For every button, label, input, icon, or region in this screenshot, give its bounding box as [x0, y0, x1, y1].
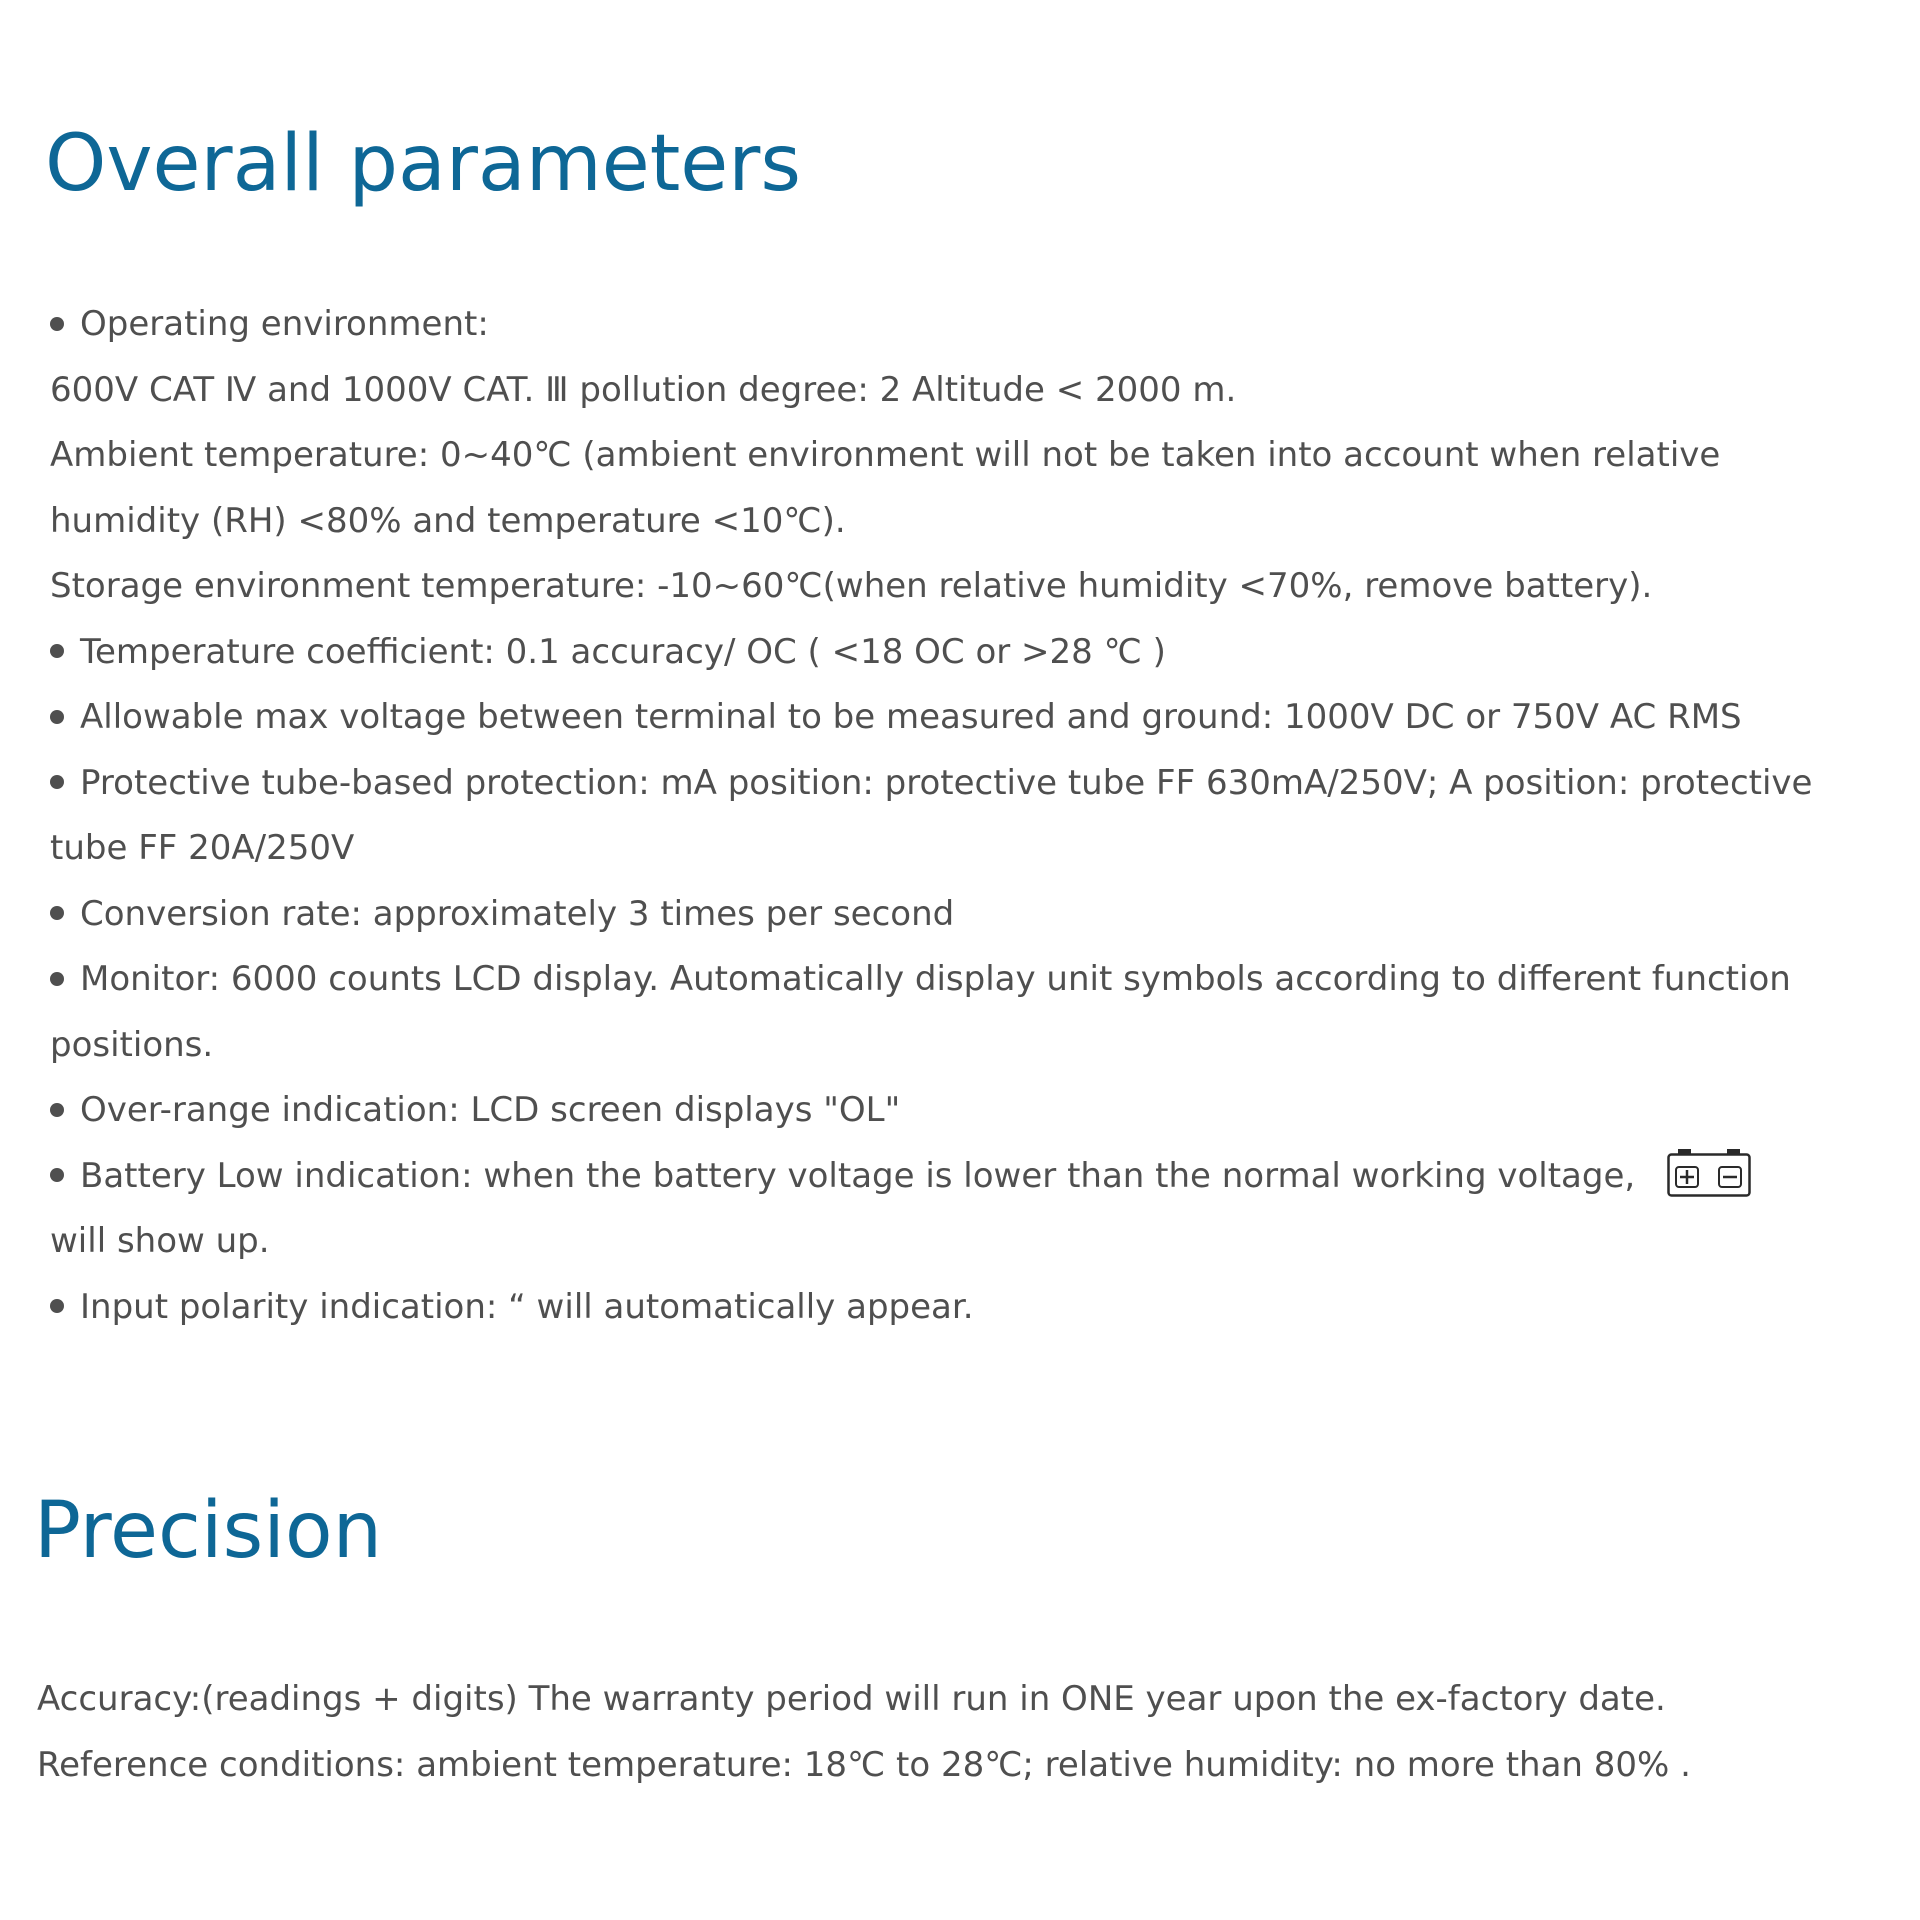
- battery-low-text-cont: will show up.: [50, 1221, 270, 1261]
- list-item-protective-tube: [50, 751, 1812, 817]
- overall-parameters-heading: Overall parameters: [45, 119, 801, 209]
- max-voltage-text: Allowable max voltage between terminal to be measured and ground: 1000V DC or 750V AC RMS: [80, 697, 1742, 737]
- bullet-icon: [50, 317, 64, 331]
- monitor-text-cont: positions.: [50, 1024, 214, 1065]
- bullet-icon: [50, 710, 64, 724]
- list-item-battery-low: [50, 1144, 1812, 1210]
- bullet-icon: [50, 972, 64, 986]
- input-polarity-text: Input polarity indication: “ will automatically appear.: [80, 1286, 974, 1327]
- precision-heading: Precision: [34, 1486, 383, 1576]
- battery-low-text: Battery Low indication: when the battery voltage is lower than the normal working voltage,: [80, 1155, 1636, 1196]
- bullet-icon: [50, 775, 64, 789]
- list-item-over-range: [50, 1078, 1812, 1144]
- bullet-icon: [50, 906, 64, 920]
- operating-category-text: 600V CAT Ⅳ and 1000V CAT. Ⅲ pollution degree: 2 Altitude < 2000 m.: [50, 369, 1237, 410]
- list-item-conversion-rate: [50, 882, 1812, 948]
- monitor-text: Monitor: 6000 counts LCD display. Automatically display unit symbols according to different function: [80, 959, 1791, 999]
- ambient-temperature-text: Ambient temperature: 0~40℃ (ambient environment will not be taken into account when relative: [50, 435, 1721, 475]
- bullet-icon: [50, 1103, 64, 1117]
- accuracy-text: Accuracy:(readings + digits) The warranty period will run in ONE year upon the ex-factory date.: [37, 1679, 1666, 1719]
- list-item-temperature-coefficient: [50, 620, 1812, 686]
- temperature-coefficient-text: Temperature coefficient: 0.1 accuracy/ OC ( <18 OC or >28 ℃ ): [80, 631, 1166, 672]
- bullet-icon: [50, 1168, 64, 1182]
- bullet-icon: [50, 1299, 64, 1313]
- operating-environment-label: Operating environment:: [80, 304, 489, 344]
- list-item-monitor: [50, 947, 1812, 1013]
- conversion-rate-text: Conversion rate: approximately 3 times per second: [80, 893, 955, 934]
- overall-parameters-list: [50, 292, 1812, 1340]
- precision-text-block: [37, 1667, 1691, 1798]
- protective-tube-text-cont: tube FF 20A/250V: [50, 828, 355, 868]
- over-range-text: Over-range indication: LCD screen displays "OL": [80, 1090, 901, 1130]
- ambient-temperature-text-cont: humidity (RH) <80% and temperature <10℃).: [50, 500, 846, 541]
- reference-conditions-text: Reference conditions: ambient temperature: 18℃ to 28℃; relative humidity: no more than 80% .: [37, 1744, 1691, 1785]
- list-item-operating-environment: [50, 292, 1812, 358]
- storage-temperature-text: Storage environment temperature: -10~60℃(when relative humidity <70%, remove battery).: [50, 566, 1653, 606]
- battery-low-icon: [1667, 1149, 1751, 1197]
- protective-tube-text: Protective tube-based protection: mA position: protective tube FF 630mA/250V; A position: protective: [80, 762, 1813, 803]
- list-item-input-polarity: [50, 1275, 1812, 1341]
- list-item-max-voltage: [50, 685, 1812, 751]
- bullet-icon: [50, 644, 64, 658]
